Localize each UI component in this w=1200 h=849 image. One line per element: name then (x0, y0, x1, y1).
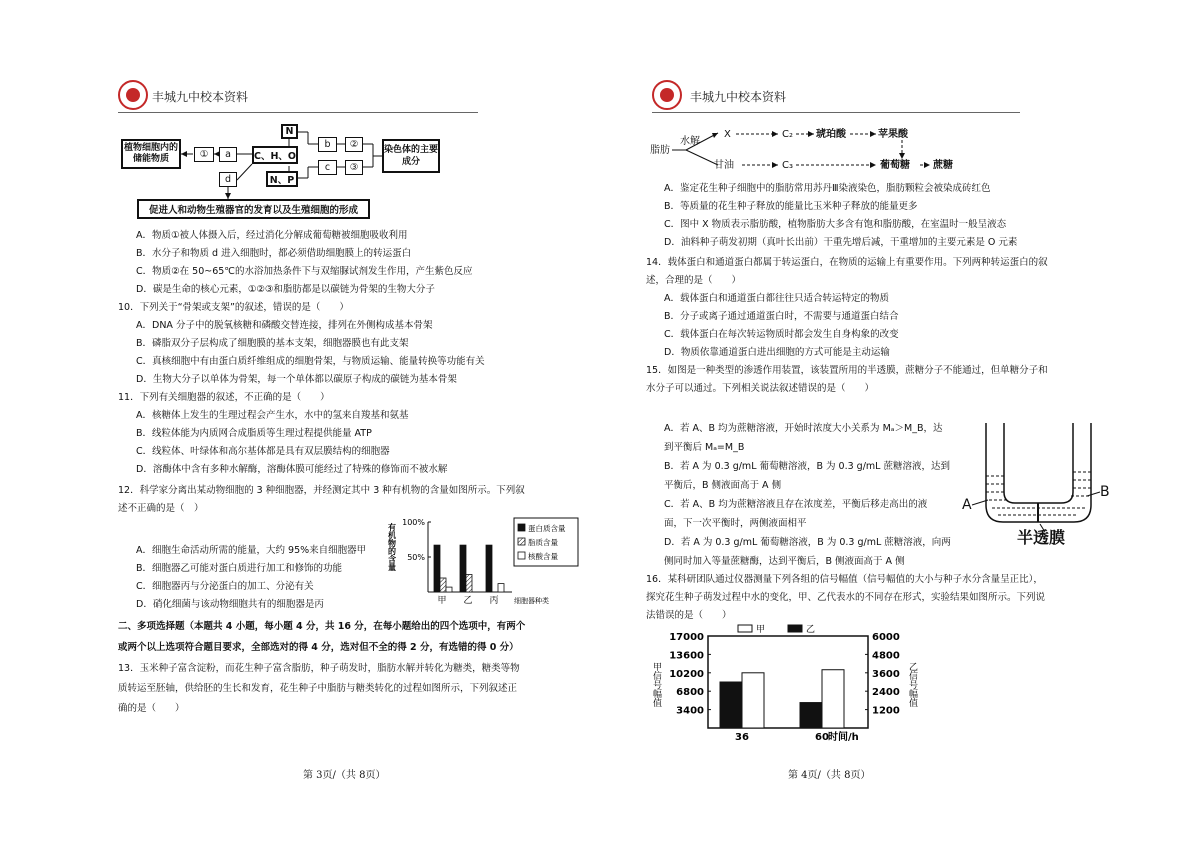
q13-option-d: D．油料种子萌发初期（真叶长出前）干重先增后减，干重增加的主要元素是 O 元素 (664, 237, 1018, 248)
y-tick-label: 50% (407, 553, 425, 562)
x-tick-label: 36 (735, 732, 749, 743)
q12-option-d: D．硝化细菌与该动物细胞共有的细胞器是丙 (136, 599, 324, 610)
pathway-c3: C₃ (782, 160, 793, 171)
school-name: 丰城九中校本资料 (152, 90, 249, 104)
q10-option-a: A．DNA 分子中的脱氧核糖和磷酸交替连接，排列在外侧构成基本骨架 (136, 320, 433, 331)
chromosome-box: 染色体的主要成分 (382, 139, 440, 173)
y-tick-label: 100% (402, 518, 425, 527)
legend (514, 518, 578, 566)
legend-swatch (738, 625, 752, 632)
x-tick-label: 甲 (437, 596, 447, 606)
label-side-a: A (962, 497, 972, 513)
legend-swatch (788, 625, 802, 632)
q10-option-b: B．磷脂双分子层构成了细胞膜的基本支架，细胞器膜也有此支架 (136, 338, 409, 349)
bar-甲-36 (720, 682, 742, 728)
right-axis-label: 乙信号幅值 (907, 662, 917, 707)
right-tick-label: 4800 (872, 650, 900, 662)
bar-甲-60 (800, 703, 822, 728)
right-tick-label: 1200 (872, 705, 900, 717)
bar-乙-0 (460, 545, 466, 592)
legend-label: 甲 (756, 625, 766, 635)
bar-乙-36 (742, 673, 764, 728)
q12-option-c: C．细胞器丙与分泌蛋白的加工、分泌有关 (136, 581, 314, 592)
x-axis-label: 细胞器种类 (514, 597, 549, 605)
q15-option-b-line1: B．若 A 为 0.3 g/mL 葡萄糖溶液，B 为 0.3 g/mL 蔗糖溶液，达到 (664, 461, 950, 472)
q9-option-d: D．碳是生命的核心元素，①②③和脂肪都是以碳链为骨架的生物大分子 (136, 284, 435, 295)
bar-甲-0 (434, 545, 440, 592)
x-tick-label: 60 (815, 732, 829, 743)
q14-stem-line1: 14．载体蛋白和通道蛋白都属于转运蛋白，在物质的运输上有重要作用。下列两种转运蛋白的叙 (646, 257, 1048, 268)
pathway-malate: 苹果酸 (878, 129, 908, 140)
box-a: a (219, 147, 237, 162)
q14-option-c: C．载体蛋白在每次转运物质时都会发生自身构象的改变 (664, 329, 899, 340)
q9-option-c: C．物质②在 50~65℃的水浴加热条件下与双缩脲试剂发生作用，产生紫色反应 (136, 266, 473, 277)
left-tick-label: 3400 (676, 705, 704, 717)
label-membrane: 半透膜 (1017, 528, 1066, 547)
hormone-function-box: 促进人和动物生殖器官的发育以及生殖细胞的形成 (137, 199, 370, 219)
q11-option-b: B．线粒体能为内质网合成脂质等生理过程提供能量 ATP (136, 428, 372, 439)
pathway-x: X (724, 129, 731, 140)
q13-option-c: C．图中 X 物质表示脂肪酸，植物脂肪大多含有饱和脂肪酸，在室温时一般呈液态 (664, 219, 1007, 230)
pathway-c2: C₂ (782, 129, 793, 140)
q12-option-a: A．细胞生命活动所需的能量，大约 95%来自细胞器甲 (136, 545, 367, 556)
q11-option-d: D．溶酶体中含有多种水解酶，溶酶体膜可能经过了特殊的修饰而不被水解 (136, 464, 448, 475)
left-tick-label: 13600 (669, 650, 704, 662)
q10-option-d: D．生物大分子以单体为骨架，每一个单体都以碳原子构成的碳链为基本骨架 (136, 374, 457, 385)
q13-stem-line1: 13．玉米种子富含淀粉，而花生种子富含脂肪，种子萌发时，脂肪水解并转化为糖类，糖类等物 (118, 663, 520, 674)
right-tick-label: 6000 (872, 632, 900, 643)
organelle-content-chart (380, 515, 580, 610)
legend-label: 乙 (806, 625, 816, 635)
q10-option-c: C．真核细胞中有由蛋白质纤维组成的细胞骨架，与物质运输、能量转换等功能有关 (136, 356, 485, 367)
left-tick-label: 6800 (676, 687, 704, 699)
legend-swatch (518, 538, 525, 545)
q15-option-d-line1: D．若 A 为 0.3 g/mL 葡萄糖溶液，B 为 0.3 g/mL 蔗糖溶液，向两 (664, 537, 951, 548)
pathway-hydrolysis: 水解 (680, 136, 700, 147)
bar-甲-1 (440, 578, 446, 592)
element-box-n: N (281, 124, 298, 139)
box-3: ③ (345, 160, 363, 175)
bar-甲-2 (446, 587, 452, 592)
q11-option-a: A．核糖体上发生的生理过程会产生水，水中的氢来自羧基和氨基 (136, 410, 409, 421)
pathway-fat: 脂肪 (650, 145, 670, 156)
section-header-line1: 二、多项选择题（本题共 4 小题，每小题 4 分，共 16 分，在每小题给出的四个选项中，有两个 (118, 621, 526, 632)
q16-stem-line3: 法错误的是（ ） (646, 610, 732, 621)
right-tick-label: 3600 (872, 668, 900, 680)
left-tick-label: 10200 (669, 668, 704, 680)
y-axis-label: 有机物的含量 (387, 523, 397, 571)
q15-option-c-line2: 面，下一次平衡时，两侧液面相平 (664, 518, 807, 529)
q11-option-c: C．线粒体、叶绿体和高尔基体都是具有双层膜结构的细胞器 (136, 446, 390, 457)
bar-乙-1 (466, 575, 472, 593)
pathway-glucose: 葡萄糖 (880, 160, 910, 171)
right-page (600, 0, 1200, 849)
box-b: b (318, 137, 337, 152)
left-axis-label: 甲信号幅值 (651, 662, 661, 707)
legend-label: 蛋白质含量 (528, 524, 566, 533)
plant-storage-box: 植物细胞内的储能物质 (121, 139, 181, 169)
q13-option-b: B．等质量的花生种子释放的能量比玉米种子释放的能量更多 (664, 201, 918, 212)
legend-label: 核酸含量 (528, 552, 558, 561)
element-box-np: N、P (266, 171, 298, 187)
x-tick-label: 丙 (489, 596, 499, 606)
left-tick-label: 17000 (669, 632, 704, 643)
right-tick-label: 2400 (872, 687, 900, 699)
label-side-b: B (1100, 484, 1110, 500)
q14-option-b: B．分子或离子通过通道蛋白时，不需要与通道蛋白结合 (664, 311, 899, 322)
legend-label: 脂质含量 (528, 538, 558, 547)
q15-option-a-line2: 到平衡后 Mₐ=M_B (664, 442, 745, 453)
pathway-succinate: 琥珀酸 (816, 129, 846, 140)
legend-swatch (518, 552, 525, 559)
page-footer-right: 第 4页/（共 8页） (788, 770, 871, 781)
pathway-glycerol: 甘油 (714, 160, 734, 171)
q12-stem-line2: 述不正确的是（ ） (118, 503, 204, 514)
q15-option-d-line2: 侧同时加入等量蔗糖酶，达到平衡后，B 侧液面高于 A 侧 (664, 556, 905, 567)
x-axis-label: 时间/h (828, 732, 859, 743)
q11-stem: 11．下列有关细胞器的叙述，不正确的是（ ） (118, 392, 330, 403)
legend-swatch (518, 524, 525, 531)
signal-amplitude-chart (650, 622, 920, 744)
bar-乙-60 (822, 670, 844, 728)
q15-option-c-line1: C．若 A、B 均为蔗糖溶液且存在浓度差，平衡后移走高出的液 (664, 499, 928, 510)
bar-丙-2 (498, 584, 504, 592)
q16-stem-line2: 探究花生种子萌发过程中水的变化，甲、乙代表水的不同存在形式，实验结果如图所示。下列说 (646, 592, 1046, 603)
section-header-line2: 或两个以上选项符合题目要求，全部选对的得 4 分，选对但不全的得 2 分，有选错的得 0 分） (118, 642, 519, 653)
q14-stem-line2: 述，合理的是（ ） (646, 275, 742, 286)
pathway-sucrose: 蔗糖 (933, 160, 953, 171)
q14-option-d: D．物质依靠通道蛋白进出细胞的方式可能是主动运输 (664, 347, 890, 358)
q15-stem-line2: 水分子可以通过。下列相关说法叙述错误的是（ ） (646, 383, 875, 394)
bar-丙-0 (486, 545, 492, 592)
q12-option-b: B．细胞器乙可能对蛋白质进行加工和修饰的功能 (136, 563, 343, 574)
q16-stem-line1: 16．某科研团队通过仪器测量下列各组的信号幅值（信号幅值的大小与种子水分含量呈正比）， (646, 574, 1043, 585)
q15-option-a-line1: A．若 A、B 均为蔗糖溶液，开始时浓度大小关系为 Mₐ＞M_B，达 (664, 423, 943, 434)
u-tube-drawing (600, 0, 1200, 560)
q13-stem-line3: 确的是（ ） (118, 703, 185, 714)
q15-stem-line1: 15．如图是一种类型的渗透作用装置，该装置所用的半透膜，蔗糖分子不能通过，但单糖分子和 (646, 365, 1048, 376)
q9-option-a: A．物质①被人体摄入后，经过消化分解成葡萄糖被细胞吸收利用 (136, 230, 408, 241)
q9-option-b: B．水分子和物质 d 进入细胞时，都必须借助细胞膜上的转运蛋白 (136, 248, 412, 259)
box-1: ① (194, 147, 214, 162)
box-c: c (318, 160, 337, 175)
q13-stem-line2: 质转运至胚轴，供给胚的生长和发育，花生种子中脂肪与糖类转化的过程如图所示，下列叙述正 (118, 683, 518, 694)
page-footer-left: 第 3页/（共 8页） (303, 770, 386, 781)
box-2: ② (345, 137, 363, 152)
x-tick-label: 乙 (463, 596, 473, 606)
q13-option-a: A．鉴定花生种子细胞中的脂肪常用苏丹Ⅲ染液染色，脂肪颗粒会被染成砖红色 (664, 183, 991, 194)
school-name: 丰城九中校本资料 (690, 90, 787, 104)
q12-stem-line1: 12．科学家分离出某动物细胞的 3 种细胞器，并经测定其中 3 种有机物的含量如图所示。下列叙 (118, 485, 525, 496)
element-box-cho: C、H、O (252, 146, 298, 164)
q14-option-a: A．载体蛋白和通道蛋白都往往只适合转运特定的物质 (664, 293, 889, 304)
box-d: d (219, 172, 237, 187)
q10-stem: 10．下列关于“骨架或支架”的叙述，错误的是（ ） (118, 302, 349, 313)
q15-option-b-line2: 平衡后，B 侧液面高于 A 侧 (664, 480, 782, 491)
